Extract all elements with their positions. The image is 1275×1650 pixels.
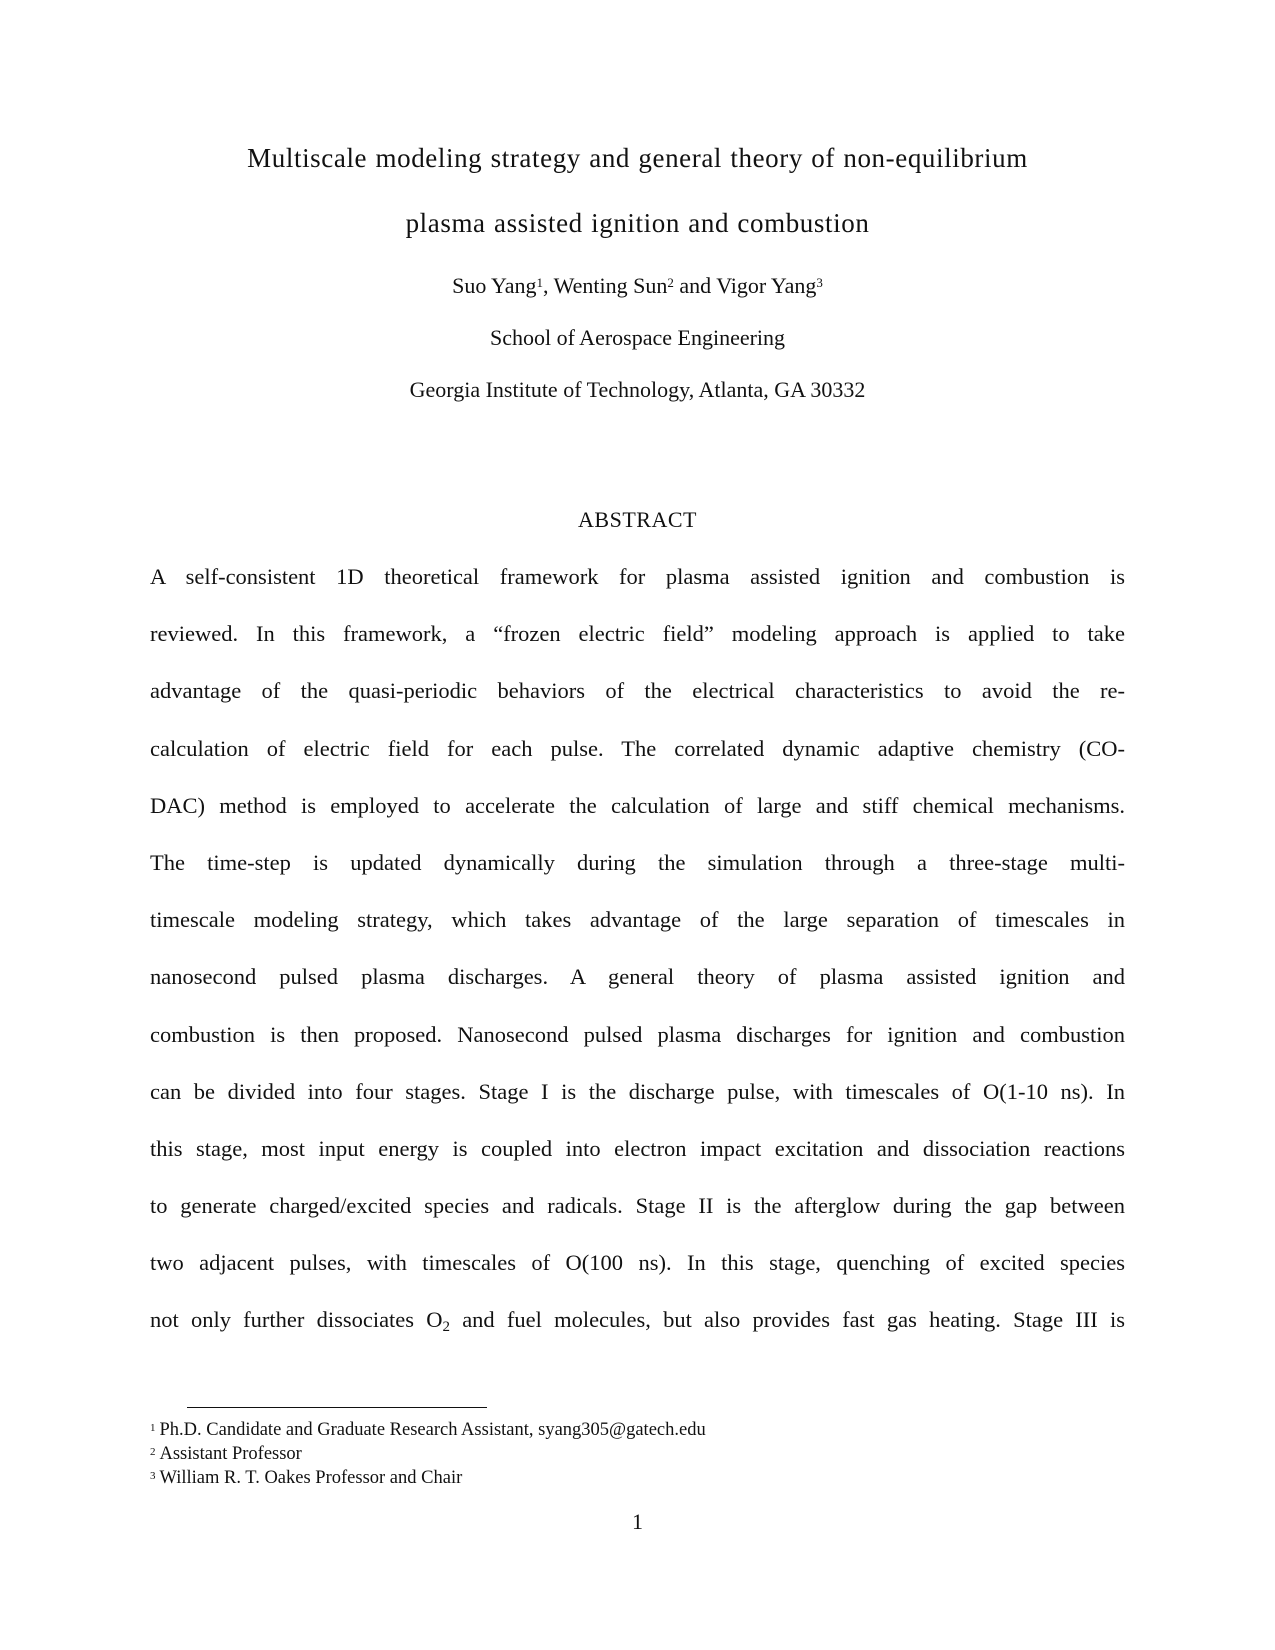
footnote-divider: [187, 1407, 487, 1408]
abstract-line: calculation of electric field for each pulse. The correlated dynamic adaptive chemistry (CO-: [150, 735, 1125, 761]
abstract-body: [150, 563, 1125, 1364]
abstract-line: can be divided into four stages. Stage I is the discharge pulse, with timescales of O(1-10 ns). In: [150, 1078, 1125, 1104]
author-name: Suo Yang: [452, 273, 537, 298]
footnote-1: [150, 1419, 706, 1441]
abstract-line: combustion is then proposed. Nanosecond pulsed plasma discharges for ignition and combustion: [150, 1021, 1125, 1047]
author-mark: 1: [536, 275, 543, 290]
abstract-line: this stage, most input energy is coupled into electron impact excitation and dissociation reactions: [150, 1135, 1125, 1161]
abstract-line: The time-step is updated dynamically during the simulation through a three-stage multi-: [150, 849, 1125, 875]
author-name: Wenting Sun: [553, 273, 668, 298]
abstract-line: timescale modeling strategy, which takes advantage of the large separation of timescales in: [150, 907, 1125, 933]
author-mark: 2: [667, 275, 674, 290]
affiliation-institute: Georgia Institute of Technology, Atlanta, GA 30332: [409, 377, 866, 402]
abstract-line: to generate charged/excited species and radicals. Stage II is the afterglow during the gap between: [150, 1193, 1125, 1219]
author-mark: 3: [816, 275, 823, 290]
footnote-text: Ph.D. Candidate and Graduate Research Assistant, syang305@gatech.edu: [159, 1420, 706, 1440]
abstract-line: reviewed. In this framework, a “frozen electric field” modeling approach is applied to take: [150, 621, 1125, 647]
abstract-line: A self-consistent 1D theoretical framework for plasma assisted ignition and combustion is: [150, 564, 1125, 589]
abstract-line: nanosecond pulsed plasma discharges. A general theory of plasma assisted ignition and: [150, 964, 1125, 990]
author-list: [0, 272, 1275, 300]
abstract-text: not only further dissociates O: [150, 1307, 443, 1333]
footnote-text: William R. T. Oakes Professor and Chair: [159, 1468, 463, 1488]
affiliation-school: School of Aerospace Engineering: [489, 325, 786, 350]
author-separator: ,: [543, 273, 554, 298]
subscript: 2: [442, 1319, 450, 1336]
abstract-line: DAC) method is employed to accelerate the calculation of large and stiff chemical mechanisms.: [150, 792, 1125, 818]
footnote-mark: 2: [150, 1446, 156, 1458]
paper-title-line-2: plasma assisted ignition and combustion: [405, 208, 870, 238]
footnote-2: [150, 1443, 302, 1465]
footnote-3: [150, 1467, 462, 1489]
author-name: Vigor Yang: [716, 273, 817, 298]
page-number: 1: [632, 1509, 643, 1534]
abstract-line: two adjacent pulses, with timescales of O(100 ns). In this stage, quenching of excited species: [150, 1250, 1125, 1276]
abstract-line: advantage of the quasi-periodic behaviors of the electrical characteristics to avoid the re-: [150, 678, 1125, 704]
paper-title-line-1: Multiscale modeling strategy and general theory of non-equilibrium: [247, 143, 1028, 173]
author-separator: and: [673, 273, 717, 298]
footnote-mark: 3: [150, 1470, 156, 1482]
abstract-text: and fuel molecules, but also provides fast gas heating. Stage III is: [450, 1307, 1125, 1333]
abstract-line-last: [150, 1306, 1125, 1363]
footnote-mark: 1: [150, 1422, 156, 1434]
footnote-text: Assistant Professor: [159, 1444, 302, 1464]
abstract-heading: ABSTRACT: [578, 507, 697, 532]
